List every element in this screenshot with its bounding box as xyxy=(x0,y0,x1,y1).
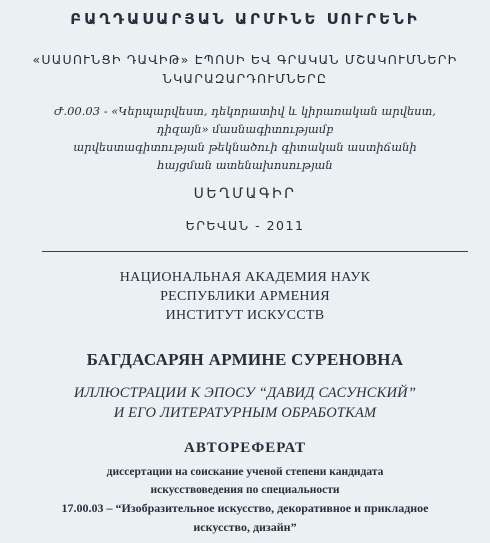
armenian-thesis-title-line-1: «ՍԱՍՈՒՆՑԻ ԴԱՎԻԹ» ԷՊՈՍԻ ԵՎ ԳՐԱԿԱՆ ՄՇԱԿՈՒՄՆԵՐԻ xyxy=(32,52,458,67)
russian-thesis-title-line-2: И ЕГО ЛИТЕРАТУРНЫМ ОБРАБОТКАМ xyxy=(113,405,377,421)
section-divider xyxy=(42,251,468,252)
armenian-dissertation-line-4: հայցման ատենախոսության xyxy=(157,158,333,172)
armenian-dissertation-line-1: Ժ.00.03 - «Կերպարվեստ, դեկորատիվ և կիրառական արվեստ, xyxy=(54,104,436,118)
armenian-abstract-label: ՍԵՂՄԱԳԻՐ xyxy=(193,186,297,202)
armenian-thesis-title-line-2: ՆԿԱՐԱԶԱՐԴՈՒՄՆԵՐԸ xyxy=(162,71,328,86)
russian-thesis-title-line-1: ИЛЛЮСТРАЦИИ К ЭПОСУ “ДАВИД САСУНСКИЙ” xyxy=(73,385,417,401)
russian-author-name: БАГДАСАРЯН АРМИНЕ СУРЕНОВНА xyxy=(86,350,404,369)
armenian-dissertation-line-3: արվեստագիտության թեկնածուի գիտական աստիճանի xyxy=(73,140,417,154)
armenian-city-year: ԵՐԵՎԱՆ - 2011 xyxy=(185,218,305,233)
russian-institution-line-2: РЕСПУБЛИКИ АРМЕНИЯ xyxy=(160,289,330,304)
armenian-dissertation-line-2: դիզայն» մասնագիտությամբ xyxy=(156,122,334,136)
russian-specialty-line-1: 17.00.03 – “Изобразительное искусство, декоративное и прикладное xyxy=(61,501,429,515)
russian-degree-line-2: искусствоведения по специальности xyxy=(150,484,340,496)
russian-institution-line-3: ИНСТИТУТ ИСКУССТВ xyxy=(165,308,325,323)
russian-institution-line-1: НАЦИОНАЛЬНАЯ АКАДЕМИЯ НАУК xyxy=(119,270,371,285)
armenian-author-name: ԲԱՂԴԱՍԱՐՅԱՆ ԱՐՄԻՆԵ ՍՈՒՐԵՆԻ xyxy=(70,10,420,28)
russian-abstract-label: АВТОРЕФЕРАТ xyxy=(184,440,306,456)
russian-specialty-line-2: искусство, дизайн” xyxy=(193,520,297,534)
russian-degree-line-1: диссертации на соискание ученой степени кандидата xyxy=(106,466,384,478)
